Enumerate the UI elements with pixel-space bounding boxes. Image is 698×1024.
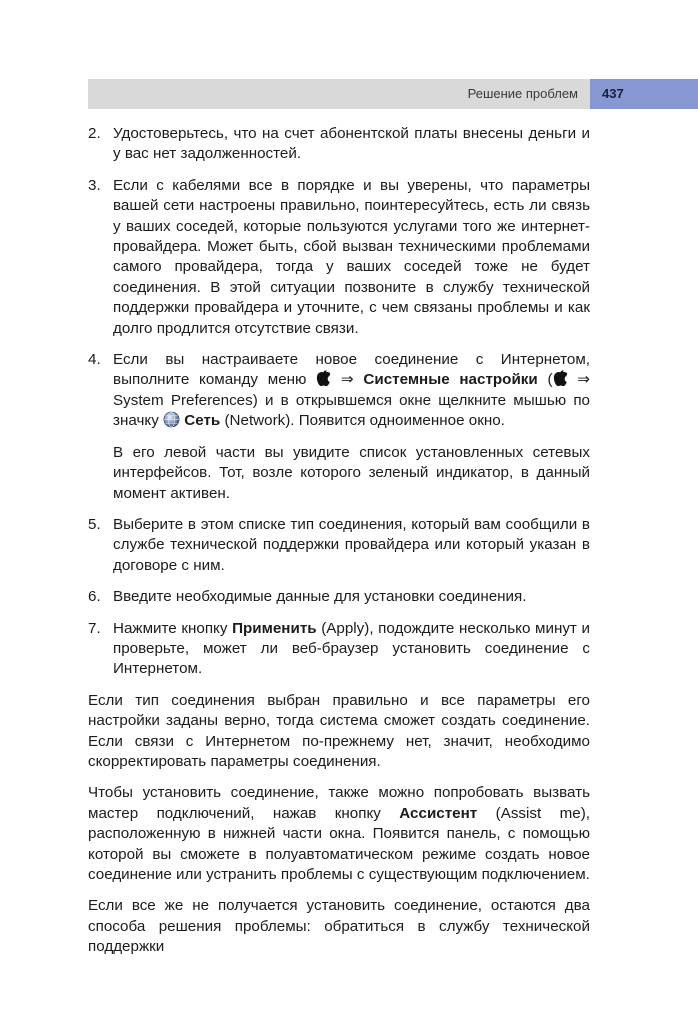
list-item-text: Удостоверьтесь, что на счет абонентской платы внесены деньги и у вас нет задолженностей.	[113, 125, 590, 163]
list-item-2	[88, 124, 590, 165]
apple-icon	[553, 370, 568, 387]
running-header-title: Решение проблем	[467, 86, 578, 101]
list-number: 3.	[88, 176, 101, 194]
list-item-text: Нажмите кнопку Применить (Apply), подождите несколько минут и проверьте, может ли веб-браузер установить соединение с Интернетом.	[113, 619, 590, 678]
paragraph-2: Чтобы установить соединение, также можно попробовать вызвать мастер подключений, нажав кнопку Ассистент (Assist me), расположенную в нижней части окна. Появится панель, с помощью которой вы сможете в полуавтоматическом режиме создать новое соединение или устранить проблемы с существующим подключением.	[88, 784, 590, 883]
paragraph-1: Если тип соединения выбран правильно и все параметры его настройки заданы верно, тогда система сможет создать соединение. Если связи с Интернетом по-прежнему нет, значит, необходимо скорректировать параметры соединения.	[88, 691, 590, 770]
list-item-text: Введите необходимые данные для установки соединения.	[113, 588, 527, 606]
list-number: 5.	[88, 515, 101, 533]
list-number: 2.	[88, 125, 101, 142]
paragraph-3: Если все же не получается установить соединение, остаются два способа решения проблемы: обратиться в службу технической поддержки	[88, 897, 590, 956]
list-number: 7.	[88, 619, 101, 637]
list-item-4-subparagraph: В его левой части вы увидите список установленных сетевых интерфейсов. Тот, возле которого зеленый индикатор, в данный момент активен.	[113, 443, 590, 502]
list-item-text: Если вы настраиваете новое соединение с Интернетом, выполните команду меню ⇒ Системные настройки ( ⇒ System Preferences) и в открывшемся окне щелкните мышью по значку Сеть (Network). Появится одноименное окно.	[113, 351, 590, 430]
list-item-7	[88, 619, 590, 680]
running-header	[88, 79, 698, 109]
page-body	[88, 124, 590, 958]
list-item-text: Если с кабелями все в порядке и вы уверены, что параметры вашей сети настроены правильно, поинтересуйтесь, есть ли связь у ваших соседей, которые пользуются услугами того же интернет-провайдера. Может быть, сбой вызван техническими проблемами самого провайдера, тогда у ваших соседей тоже не будет соединения. В этой ситуации позвоните в службу технической поддержки провайдера и уточните, с чем связаны проблемы и как долго продлится отсутствие связи.	[113, 176, 590, 337]
list-item-4	[88, 350, 590, 432]
list-number: 6.	[88, 588, 101, 606]
list-item-3	[88, 176, 590, 339]
list-item-text: Выберите в этом списке тип соединения, который вам сообщили в службе технической поддержки провайдера или который указан в договоре с ним.	[113, 515, 590, 574]
network-globe-icon	[163, 411, 180, 428]
list-number: 4.	[88, 351, 101, 369]
list-item-5	[88, 515, 590, 576]
page-number: 437	[590, 79, 698, 109]
list-item-6	[88, 587, 590, 607]
apple-icon	[316, 370, 331, 387]
